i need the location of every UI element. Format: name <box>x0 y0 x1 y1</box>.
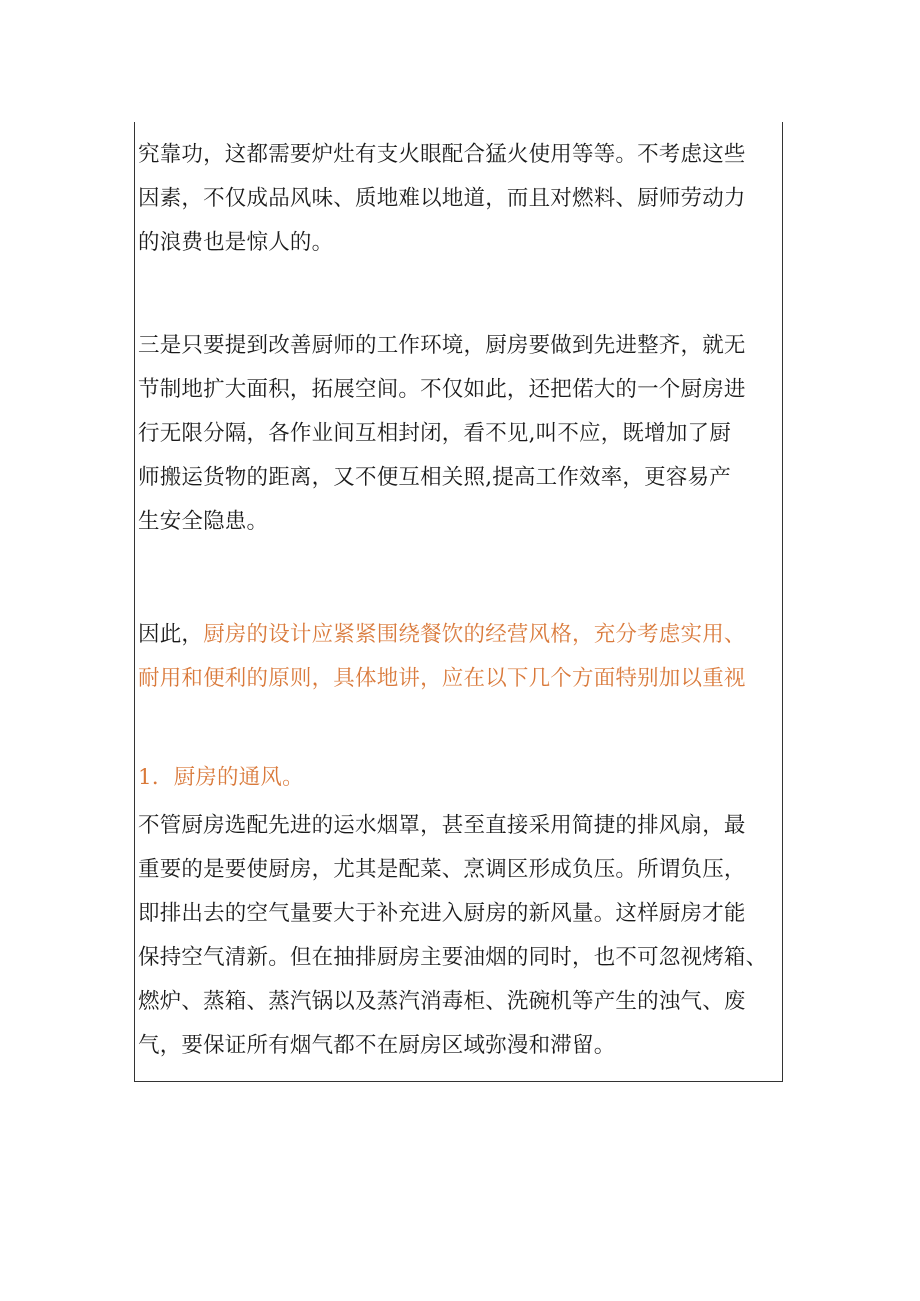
paragraph-line: 行无限分隔，各作业间互相封闭，看不见,叫不应，既增加了厨 <box>138 421 731 446</box>
highlighted-text: 耐用和便利的原则，具体地讲，应在以下几个方面特别加以重视 <box>138 666 746 691</box>
paragraph-line: 节制地扩大面积，拓展空间。不仅如此，还把偌大的一个厨房进 <box>138 377 746 402</box>
paragraph-line: 究靠功，这都需要炉灶有支火眼配合猛火使用等等。不考虑这些 <box>138 142 746 167</box>
highlighted-text: 厨房的设计应紧紧围绕餐饮的经营风格，充分考虑实用、 <box>203 622 746 647</box>
paragraph-line: 师搬运货物的距离，又不便互相关照,提高工作效率，更容易产 <box>138 465 731 490</box>
paragraph-prefix: 因此， <box>138 622 204 647</box>
paragraph-line: 燃炉、蒸箱、蒸汽锅以及蒸汽消毒柜、洗碗机等产生的浊气、废 <box>138 989 746 1014</box>
paragraph-line: 因素，不仅成品风味、质地难以地道，而且对燃料、厨师劳动力 <box>138 186 746 211</box>
heading-text: 1．厨房的通风。 <box>138 765 304 790</box>
paragraph-line: 保持空气清新。但在抽排厨房主要油烟的同时，也不可忽视烤箱、 <box>138 945 768 970</box>
paragraph-line: 气，要保证所有烟气都不在厨房区域弥漫和滞留。 <box>138 1033 616 1058</box>
paragraph-line: 三是只要提到改善厨师的工作环境，厨房要做到先进整齐，就无 <box>138 333 746 358</box>
paragraph-line: 的浪费也是惊人的。 <box>138 230 334 255</box>
paragraph-line: 不管厨房选配先进的运水烟罩，甚至直接采用简捷的排风扇，最 <box>138 813 746 838</box>
paragraph-4 <box>138 804 780 1068</box>
paragraph-3 <box>138 613 780 701</box>
paragraph-line <box>138 613 780 657</box>
paragraph-1 <box>138 133 780 265</box>
paragraph-line: 即排出去的空气量要大于补充进入厨房的新风量。这样厨房才能 <box>138 901 746 926</box>
paragraph-line: 重要的是要使厨房，尤其是配菜、烹调区形成负压。所谓负压， <box>138 857 746 882</box>
paragraph-line: 生安全隐患。 <box>138 509 269 534</box>
paragraph-2 <box>138 324 780 544</box>
section-heading <box>138 756 780 800</box>
